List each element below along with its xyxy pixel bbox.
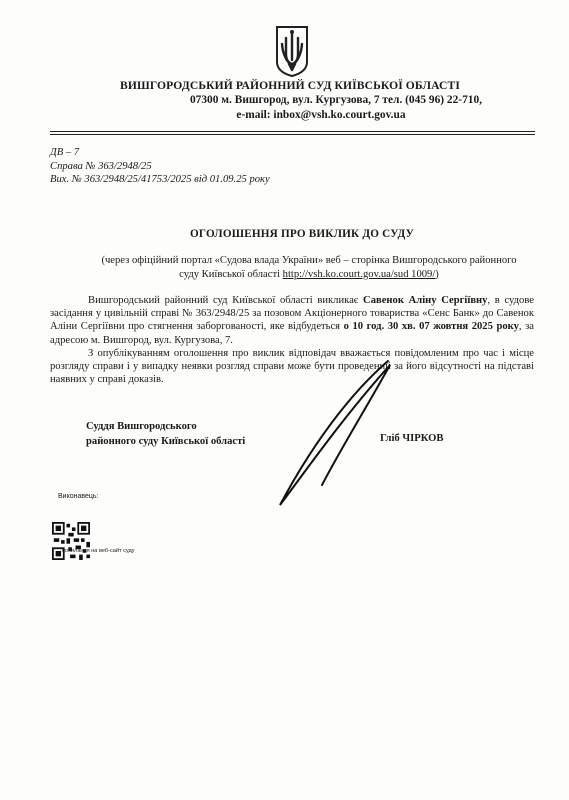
p1-text-b: , в судове засідання у цивільній справі № 363/2948/25 за позовом Акціонерного товариства «Сенс Банк» до Савенок Аліни Сергіївни про стягнення заборгованості, яке відбудеться [50, 295, 534, 333]
body-paragraph-1 [50, 294, 534, 347]
document-references [50, 146, 270, 187]
case-number: Справа № 363/2948/25 [50, 160, 152, 172]
coat-of-arms-icon [274, 24, 310, 78]
qr-caption: посилання на веб-сайт суду [62, 548, 135, 554]
outgoing-number: Вих. № 363/2948/25/41753/2025 від 01.09.25 року [50, 174, 270, 185]
judge-name: Гліб ЧІРКОВ [380, 433, 444, 444]
court-address: 07300 м. Вишгород, вул. Кургузова, 7 тел. (045 96) 22-710, [189, 94, 483, 106]
judge-title [86, 420, 245, 449]
header-rule-thick [50, 131, 535, 132]
p1-text-c: , за адресою м. Вишгород, вул. Кургузова, 7. [50, 321, 534, 346]
portal-line-1: (через офіційний портал «Судова влада України» веб – сторінка Вишгородського районного [101, 255, 517, 266]
court-email: e-mail: inbox@vsh.ko.court.gov.ua [236, 109, 406, 121]
header-rule-thin [50, 134, 535, 135]
defendant-name: Савенок Аліну Сергіївну [363, 295, 488, 306]
court-website-link[interactable]: http://vsh.ko.court.gov.ua/sud 1009/) [282, 268, 439, 280]
portal-line-2 [84, 268, 534, 282]
court-name: ВИШГОРОДСЬКИЙ РАЙОННИЙ СУД КИЇВСЬКОЇ ОБЛАСТІ [120, 79, 460, 92]
executor-label: Виконавець: [58, 493, 99, 500]
judge-signature [250, 355, 400, 515]
hearing-datetime: о 10 год. 30 хв. 07 жовтня 2025 року [343, 321, 519, 333]
portal-note [84, 254, 534, 281]
dv-code: ДВ – 7 [50, 147, 80, 158]
portal-line-2-prefix: суду Київської області [179, 268, 283, 280]
body-paragraph-2: З опублікуванням оголошення про виклик відповідач вважається повідомленим про час і місце розгляду справи і у випадку неявки розгляд справи може бути проведений за його відсутності на підставі наявних у справі доказів. [50, 347, 534, 386]
document-title: ОГОЛОШЕННЯ ПРО ВИКЛИК ДО СУДУ [190, 228, 414, 240]
p1-text-a: Вишгородський районний суд Київської області викликає [88, 295, 364, 306]
qr-code-icon[interactable] [52, 522, 90, 560]
judge-title-line-2: районного суду Київської області [86, 435, 246, 447]
judge-title-line-1: Суддя Вишгородського [86, 421, 197, 432]
court-header [60, 79, 520, 123]
